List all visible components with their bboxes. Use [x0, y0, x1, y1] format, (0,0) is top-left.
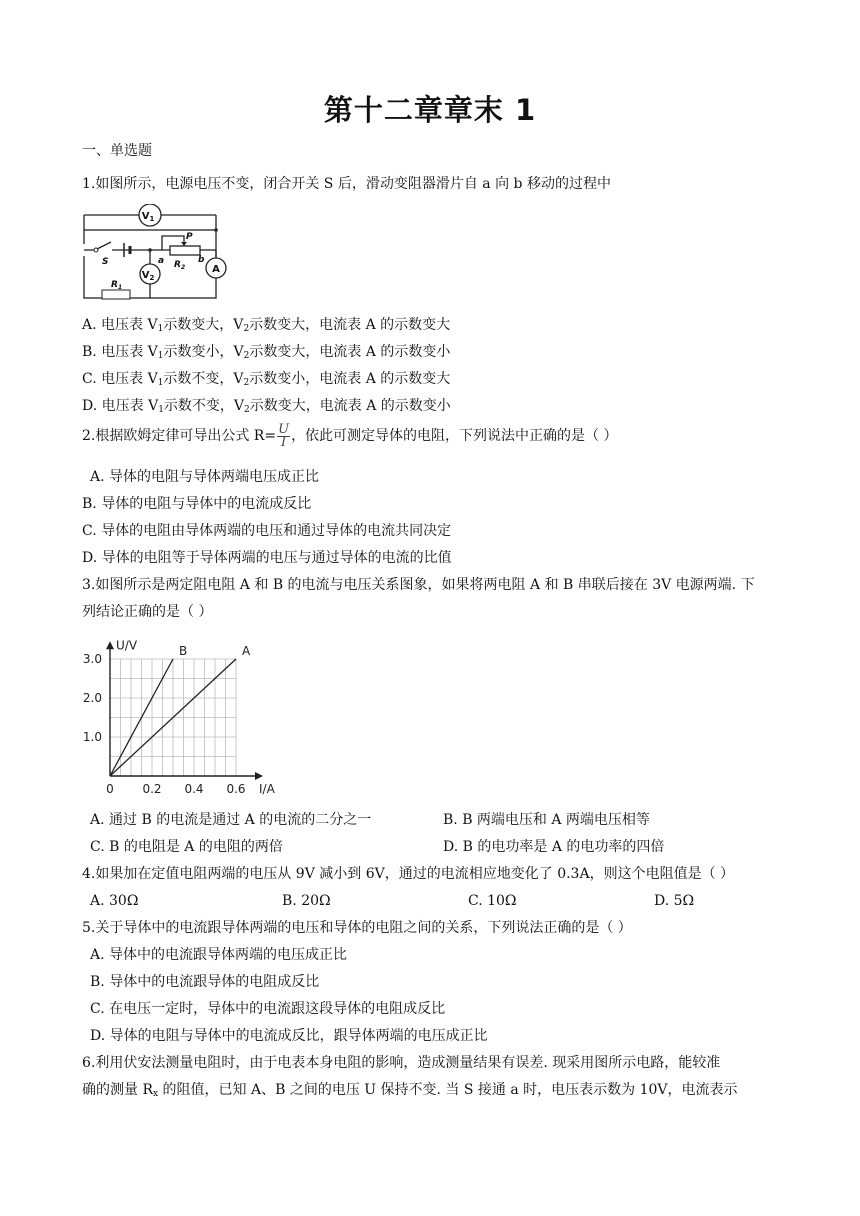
section-heading: 一、单选题	[82, 143, 152, 159]
q3-stem-line1: 3.如图所示是两定阻电阻 A 和 B 的电流与电压关系图象，如果将两电阻 A 和 B 串联后接在 3V 电源两端. 下	[82, 577, 755, 593]
r2-label: $R_2$	[174, 260, 186, 271]
series-label-a: A	[242, 644, 251, 658]
q2-option-d: D. 导体的电阻等于导体两端的电压与通过导体的电流的比值	[82, 550, 452, 566]
q4-option-a: A. 30Ω	[90, 893, 139, 909]
y-axis-label: U/V	[116, 638, 138, 653]
x-tick-label: 0	[106, 782, 114, 796]
q3-option-b: B. B 两端电压和 A 两端电压相等	[443, 812, 650, 828]
q4-option-b: B. 20Ω	[282, 893, 331, 909]
q3-current-voltage-chart	[82, 636, 282, 804]
r1-label: $R_1$	[111, 280, 123, 291]
q1-option-d: D. 电压表 $V_1$示数不变，$V_2$示数变大，电流表 A 的示数变小	[82, 398, 451, 415]
formula-fraction: $\frac{U}{I}$	[278, 421, 290, 450]
q1-option-b: B. 电压表 $V_1$示数变小，$V_2$示数变大，电流表 A 的示数变小	[82, 344, 451, 361]
slider-label: P	[186, 232, 193, 242]
x-axis-label: I/A	[259, 782, 275, 796]
v1-label: $V_1$	[141, 211, 155, 223]
v2-label: $V_2$	[141, 270, 155, 282]
q6-stem-line2: 确的测量 $R_x$ 的阻值，已知 A、B 之间的电压 U 保持不变. 当 S 接通 a 时，电压表示数为 10V，电流表示	[82, 1082, 738, 1099]
series-label-b: B	[179, 644, 188, 658]
q2-option-a: A. 导体的电阻与导体两端电压成正比	[90, 469, 320, 485]
page-title: 第十二章章末 1	[323, 93, 537, 127]
point-b-label: b	[198, 255, 205, 265]
x-tick-label: 0.4	[184, 782, 204, 796]
q1-stem: 1.如图所示，电源电压不变，闭合开关 S 后，滑动变阻器滑片自 a 向 b 移动的过程中	[82, 176, 611, 192]
ammeter-label: A	[212, 264, 220, 275]
q5-option-b: B. 导体中的电流跟导体的电阻成反比	[90, 974, 320, 990]
x-axis-arrow	[255, 772, 263, 780]
q4-option-c: C. 10Ω	[468, 893, 517, 909]
q3-option-d: D. B 的电功率是 A 的电功率的四倍	[443, 839, 665, 855]
q5-option-a: A. 导体中的电流跟导体两端的电压成正比	[90, 947, 348, 963]
x-tick-label: 0.2	[142, 782, 162, 796]
q1-option-c: C. 电压表 $V_1$示数不变，$V_2$示数变小，电流表 A 的示数变大	[82, 371, 451, 388]
q5-stem: 5.关于导体中的电流跟导体两端的电压和导体的电阻之间的关系，下列说法正确的是（ ）	[82, 920, 632, 936]
q4-option-d: D. 5Ω	[654, 893, 695, 909]
q2-option-b: B. 导体的电阻与导体中的电流成反比	[82, 496, 312, 512]
q5-option-c: C. 在电压一定时，导体中的电流跟这段导体的电阻成反比	[90, 1001, 446, 1017]
q5-option-d: D. 导体的电阻与导体中的电流成反比，跟导体两端的电压成正比	[90, 1028, 488, 1044]
y-tick-label: 1.0	[82, 730, 102, 744]
q4-stem: 4.如果加在定值电阻两端的电压从 9V 减小到 6V，通过的电流相应地变化了 0.3A，则这个电阻值是（ ）	[82, 866, 735, 882]
y-axis-arrow	[106, 641, 114, 649]
q2-option-c: C. 导体的电阻由导体两端的电压和通过导体的电流共同决定	[82, 523, 452, 539]
q3-stem-line2: 列结论正确的是（ ）	[82, 604, 213, 620]
y-tick-label: 2.0	[82, 691, 102, 705]
point-a-label: a	[158, 256, 165, 266]
q1-option-a: A. 电压表 $V_1$示数变大，$V_2$示数变大，电流表 A 的示数变大	[82, 317, 451, 334]
q1-circuit-diagram	[82, 204, 232, 302]
q2-stem: 2.根据欧姆定律可导出公式 R= $\frac{U}{I}$ ，依此可测定导体的电阻，下列说法中正确的是（ ）	[82, 421, 618, 450]
switch-label: S	[102, 257, 109, 267]
q6-stem-line1: 6.利用伏安法测量电阻时，由于电表本身电阻的影响，造成测量结果有误差. 现采用图所示电路，能较准	[82, 1055, 721, 1071]
x-tick-label: 0.6	[226, 782, 246, 796]
y-tick-label: 3.0	[82, 652, 102, 666]
q3-option-c: C. B 的电阻是 A 的电阻的两倍	[90, 839, 283, 855]
q3-option-a: A. 通过 B 的电流是通过 A 的电流的二分之一	[90, 812, 372, 828]
